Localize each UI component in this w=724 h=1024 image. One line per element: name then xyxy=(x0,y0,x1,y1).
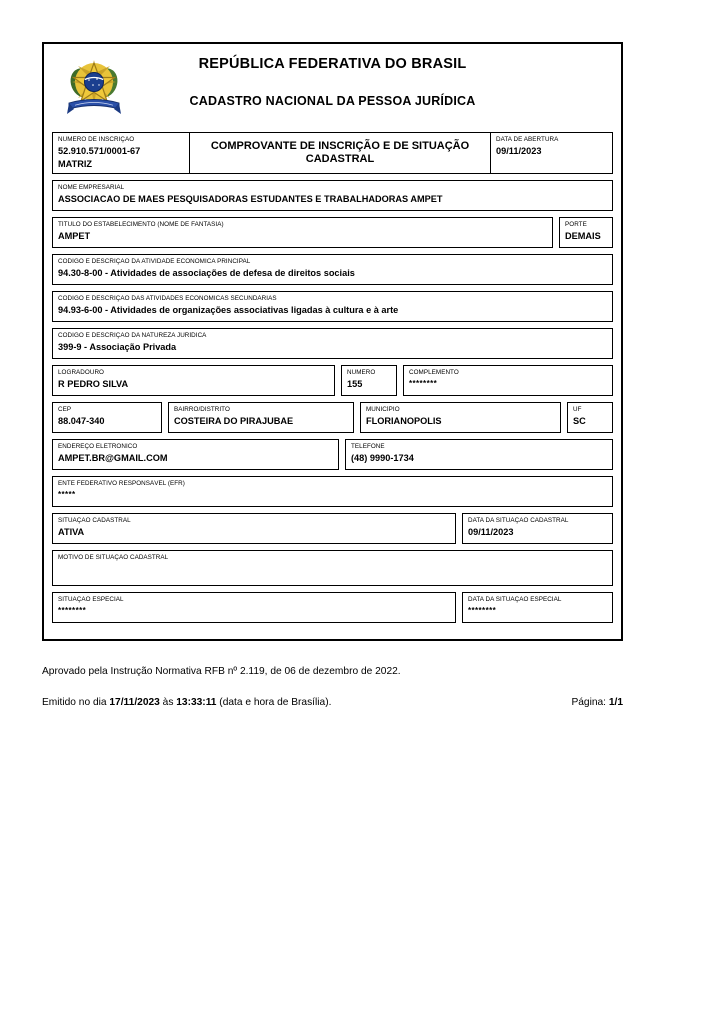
field-label: CEP xyxy=(58,406,72,413)
field-nome-empresarial xyxy=(52,180,613,211)
field-value: 52.910.571/0001-67 xyxy=(58,146,141,156)
issued-time: 13:33:11 xyxy=(176,697,217,708)
row-efr xyxy=(52,476,613,507)
row-atividades-secundarias xyxy=(52,291,613,322)
field-ente-federativo-responsavel xyxy=(52,476,613,507)
cnpj-document-frame xyxy=(42,42,623,641)
field-label: COMPLEMENTO xyxy=(409,369,459,376)
field-value: ******** xyxy=(468,606,497,615)
row-atividade-principal xyxy=(52,254,613,285)
field-endereco-eletronico xyxy=(52,439,339,470)
field-label: CÓDIGO E DESCRIÇÃO DAS ATIVIDADES ECONÔMICAS SECUNDÁRIAS xyxy=(58,295,277,302)
field-label: MUNICÍPIO xyxy=(366,406,400,413)
page-label: Página: xyxy=(571,697,609,708)
approval-text: Aprovado pela Instrução Normativa RFB nº 2.119, de 06 de dezembro de 2022. xyxy=(42,666,401,677)
field-value: ASSOCIACAO DE MAES PESQUISADORAS ESTUDANTES E TRABALHADORAS AMPET xyxy=(58,194,443,204)
field-label: NÚMERO xyxy=(347,369,376,376)
field-value: 399-9 - Associação Privada xyxy=(58,342,177,352)
document-title: COMPROVANTE DE INSCRIÇÃO E DE SITUAÇÃO CADASTRAL xyxy=(210,139,470,165)
issued-date: 17/11/2023 xyxy=(109,697,160,708)
field-value: COSTEIRA DO PIRAJUBAE xyxy=(174,416,294,426)
document-footer xyxy=(42,665,623,710)
field-value: ***** xyxy=(58,490,76,499)
field-label: SITUAÇÃO CADASTRAL xyxy=(58,517,131,524)
field-label: CÓDIGO E DESCRIÇÃO DA ATIVIDADE ECONÔMICA PRINCIPAL xyxy=(58,258,251,265)
identification-strip xyxy=(52,132,613,174)
field-data-abertura xyxy=(490,132,613,174)
status-badge: ATIVA xyxy=(58,527,85,537)
document-header xyxy=(44,44,621,132)
field-value: FLORIANOPOLIS xyxy=(366,416,442,426)
field-uf xyxy=(567,402,613,433)
field-logradouro xyxy=(52,365,335,396)
row-endereco-logradouro xyxy=(52,365,613,396)
row-situacao-especial xyxy=(52,592,613,623)
field-label: PORTE xyxy=(565,221,587,228)
row-endereco-localidade xyxy=(52,402,613,433)
field-natureza-juridica xyxy=(52,328,613,359)
page-indicator xyxy=(571,696,623,710)
field-municipio xyxy=(360,402,561,433)
row-nome-empresarial xyxy=(52,180,613,211)
field-value: 09/11/2023 xyxy=(468,527,514,537)
field-label: DATA DA SITUAÇÃO ESPECIAL xyxy=(468,596,562,603)
field-complemento xyxy=(403,365,613,396)
inscricao-type-value: MATRIZ xyxy=(58,159,93,169)
field-value: SC xyxy=(573,416,586,426)
field-bairro-distrito xyxy=(168,402,354,433)
issued-suffix: (data e hora de Brasília). xyxy=(216,697,332,708)
field-cep xyxy=(52,402,162,433)
field-label: BAIRRO/DISTRITO xyxy=(174,406,230,413)
issued-prefix: Emitido no dia xyxy=(42,697,110,708)
field-value: 09/11/2023 xyxy=(496,146,542,156)
field-value: AMPET.BR@GMAIL.COM xyxy=(58,453,168,463)
field-value: ******** xyxy=(409,379,438,388)
issued-middle: às xyxy=(159,697,177,708)
field-motivo-situacao-cadastral xyxy=(52,550,613,586)
field-label: ENDEREÇO ELETRÔNICO xyxy=(58,443,138,450)
field-value: 94.30-8-00 - Atividades de associações de defesa de direitos sociais xyxy=(58,268,355,278)
field-label: MOTIVO DE SITUAÇÃO CADASTRAL xyxy=(58,554,169,561)
row-motivo-situacao xyxy=(52,550,613,586)
field-label: ENTE FEDERATIVO RESPONSÁVEL (EFR) xyxy=(58,480,185,487)
row-situacao-cadastral xyxy=(52,513,613,544)
field-value: ******** xyxy=(58,606,87,615)
field-situacao-cadastral xyxy=(52,513,456,544)
page-subtitle: CADASTRO NACIONAL DA PESSOA JURÍDICA xyxy=(189,94,476,108)
document-title-box xyxy=(189,132,490,174)
row-natureza-juridica xyxy=(52,328,613,359)
field-value: (48) 9990-1734 xyxy=(351,453,414,463)
field-situacao-especial xyxy=(52,592,456,623)
row-contato xyxy=(52,439,613,470)
field-atividade-economica-principal xyxy=(52,254,613,285)
field-label: DATA DE ABERTURA xyxy=(496,136,559,143)
field-titulo-estabelecimento xyxy=(52,217,553,248)
field-value: R PEDRO SILVA xyxy=(58,379,129,389)
field-telefone xyxy=(345,439,613,470)
field-label: TELEFONE xyxy=(351,443,385,450)
field-label: NOME EMPRESARIAL xyxy=(58,184,125,191)
field-value: 88.047-340 xyxy=(58,416,105,426)
field-atividades-economicas-secundarias xyxy=(52,291,613,322)
field-data-situacao-especial xyxy=(462,592,613,623)
field-numero xyxy=(341,365,397,396)
field-data-situacao-cadastral xyxy=(462,513,613,544)
field-label: SITUAÇÃO ESPECIAL xyxy=(58,596,124,603)
field-numero-inscricao xyxy=(52,132,189,174)
issue-line xyxy=(42,696,623,710)
brazil-coat-of-arms-icon xyxy=(66,56,122,120)
page-value: 1/1 xyxy=(608,697,623,708)
field-value: AMPET xyxy=(58,231,91,241)
field-porte xyxy=(559,217,613,248)
field-label: UF xyxy=(573,406,582,413)
page-title: REPÚBLICA FEDERATIVA DO BRASIL xyxy=(198,56,467,72)
field-label: CÓDIGO E DESCRIÇÃO DA NATUREZA JURÍDICA xyxy=(58,332,207,339)
field-label: DATA DA SITUAÇÃO CADASTRAL xyxy=(468,517,569,524)
field-value: 94.93-6-00 - Atividades de organizações associativas ligadas à cultura e à arte xyxy=(58,305,399,315)
field-value: 155 xyxy=(347,379,363,389)
field-label: TÍTULO DO ESTABELECIMENTO (NOME DE FANTASIA) xyxy=(58,221,224,228)
row-titulo-porte xyxy=(52,217,613,248)
field-label: NÚMERO DE INSCRIÇÃO xyxy=(58,136,135,143)
issue-text xyxy=(42,696,331,710)
field-value: DEMAIS xyxy=(565,231,601,241)
field-label: LOGRADOURO xyxy=(58,369,104,376)
